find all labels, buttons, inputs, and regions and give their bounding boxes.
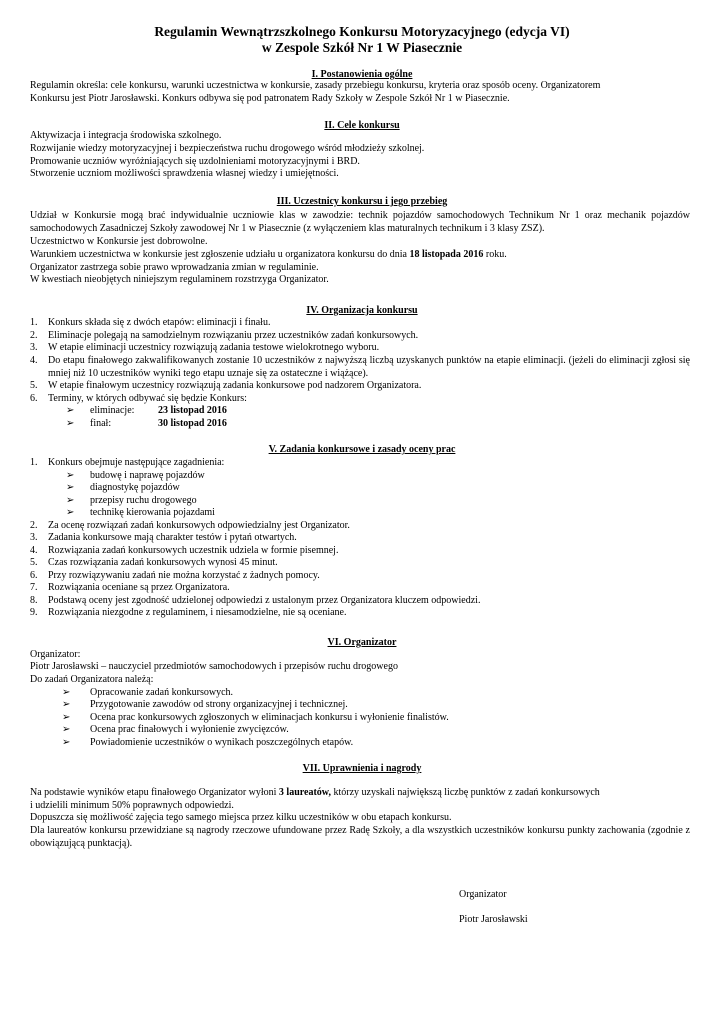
- arrow-bullet-icon: ➢: [62, 699, 71, 710]
- arrow-bullet-icon: ➢: [66, 418, 75, 429]
- section-heading-2: II. Cele konkursu: [324, 120, 400, 131]
- s7-para1-line2: i udzielili minimum 50% poprawnych odpowiedzi.: [30, 800, 234, 811]
- laureates-count: 3 laureatów,: [278, 787, 331, 798]
- term-label: finał:: [90, 418, 112, 429]
- duty-item: Ocena prac konkursowych zgłoszonych w eliminacjach konkursu i wyłonienie finalistów.: [90, 712, 449, 723]
- s7-para1-a: Na podstawie wyników etapu finałowego Organizator wyłoni: [30, 787, 277, 798]
- list-item: Zadania konkursowe mają charakter testów i pytań otwartych.: [48, 532, 297, 543]
- arrow-bullet-icon: ➢: [62, 724, 71, 735]
- list-number: 9.: [30, 607, 38, 618]
- duty-item: Przygotowanie zawodów od strony organizacyjnej i technicznej.: [90, 699, 348, 710]
- duty-item: Opracowanie zadań konkursowych.: [90, 687, 234, 698]
- signature-name: Piotr Jarosławski: [459, 914, 528, 925]
- s3-para3-b: roku.: [485, 249, 507, 260]
- s7-para3: Dla laureatów konkursu przewidziane są nagrody rzeczowe ufundowane przez Radę Szkoły, a dla wszystkich uczestników konkursu punkty zachowania (zgodnie z obowiązującą punktacją).: [30, 825, 690, 849]
- arrow-bullet-icon: ➢: [62, 712, 71, 723]
- s3-para3: [30, 249, 690, 262]
- arrow-bullet-icon: ➢: [66, 495, 75, 506]
- list-number: 8.: [30, 595, 38, 606]
- list-number: 6.: [30, 570, 38, 581]
- section-heading-4: IV. Organizacja konkursu: [306, 305, 418, 316]
- section-heading-6: VI. Organizator: [327, 637, 397, 648]
- topic-item: diagnostykę pojazdów: [90, 482, 180, 493]
- s6-line1: Organizator:: [30, 649, 81, 660]
- list-number: 5.: [30, 557, 38, 568]
- list-number: 3.: [30, 532, 38, 543]
- list-number: 3.: [30, 342, 38, 353]
- s3-para5: W kwestiach nieobjętych niniejszym regulaminem rozstrzyga Organizator.: [30, 274, 329, 285]
- document-title-line2: w Zespole Szkół Nr 1 W Piasecznie: [261, 40, 463, 55]
- list-number: 5.: [30, 380, 38, 391]
- arrow-bullet-icon: ➢: [62, 737, 71, 748]
- s3-para4: Organizator zastrzega sobie prawo wprowadzania zmian w regulaminie.: [30, 262, 319, 273]
- topic-item: budowę i naprawę pojazdów: [90, 470, 205, 481]
- list-number: 7.: [30, 582, 38, 593]
- s1-line2: Konkursu jest Piotr Jarosławski. Konkurs odbywa się pod patronatem Rady Szkoły w Zespole Szkół Nr 1 w Piasecznie.: [30, 93, 510, 104]
- document-title-line1: Regulamin Wewnątrzszkolnego Konkursu Motoryzacyjnego (edycja VI): [154, 24, 570, 39]
- s3-para2: Uczestnictwo w Konkursie jest dobrowolne.: [30, 236, 208, 247]
- s2-line: Aktywizacja i integracja środowiska szkolnego.: [30, 130, 222, 141]
- topic-item: przepisy ruchu drogowego: [90, 495, 197, 506]
- list-item: Konkurs obejmuje następujące zagadnienia:: [48, 457, 225, 468]
- list-item: Za ocenę rozwiązań zadań konkursowych odpowiedzialny jest Organizator.: [48, 520, 350, 531]
- arrow-bullet-icon: ➢: [66, 405, 75, 416]
- list-number: 2.: [30, 330, 38, 341]
- term-date: 23 listopad 2016: [158, 405, 227, 416]
- list-item: Rozwiązania zadań konkursowych uczestnik udziela w formie pisemnej.: [48, 545, 339, 556]
- list-number: 2.: [30, 520, 38, 531]
- s6-line2: Piotr Jarosławski – nauczyciel przedmiotów samochodowych i przepisów ruchu drogowego: [30, 661, 398, 672]
- s1-line1: Regulamin określa: cele konkursu, warunki uczestnictwa w konkursie, zasady przebiegu konkursu, kryteria oraz sposób oceny. Organizatorem: [30, 80, 601, 91]
- topic-item: technikę kierowania pojazdami: [90, 507, 215, 518]
- s7-para1: [30, 787, 700, 800]
- list-item: Rozwiązania niezgodne z regulaminem, i niesamodzielne, nie są oceniane.: [48, 607, 347, 618]
- duty-item: Ocena prac finałowych i wyłonienie zwycięzców.: [90, 724, 289, 735]
- list-number: 6.: [30, 393, 38, 404]
- term-date: 30 listopad 2016: [158, 418, 227, 429]
- duty-item: Powiadomienie uczestników o wynikach poszczególnych etapów.: [90, 737, 354, 748]
- s3-para3-a: Warunkiem uczestnictwa w konkursie jest zgłoszenie udziału u organizatora konkursu do dnia: [30, 249, 407, 260]
- arrow-bullet-icon: ➢: [66, 482, 75, 493]
- s2-line: Rozwijanie wiedzy motoryzacyjnej i bezpieczeństwa ruchu drogowego wśród młodzieży szkolnej.: [30, 143, 425, 154]
- list-item: Konkurs składa się z dwóch etapów: eliminacji i finału.: [48, 317, 271, 328]
- list-number: 1.: [30, 457, 38, 468]
- arrow-bullet-icon: ➢: [62, 687, 71, 698]
- s7-para1-b: którzy uzyskali największą liczbę punktów z zadań konkursowych: [333, 787, 600, 798]
- section-heading-3: III. Uczestnicy konkursu i jego przebieg: [276, 196, 448, 207]
- list-item: Do etapu finałowego zakwalifikowanych zostanie 10 uczestników z najwyższą liczbą uzyskanych punktów na etapie eliminacji. (jeżeli do eliminacji zgłosi się mniej niż 10 uczestników wyniki tego etapu uznaje się za ostateczne i wiążące).: [48, 355, 690, 379]
- list-item: Podstawą oceny jest zgodność udzielonej odpowiedzi z ustalonym przez Organizatora kluczem odpowiedzi.: [48, 595, 481, 606]
- term-label: eliminacje:: [90, 405, 135, 416]
- list-item: W etapie eliminacji uczestnicy rozwiązują zadania testowe wielokrotnego wyboru.: [48, 342, 380, 353]
- arrow-bullet-icon: ➢: [66, 507, 75, 518]
- list-number: 1.: [30, 317, 38, 328]
- list-item: Eliminacje polegają na samodzielnym rozwiązaniu przez uczestników zadań konkursowych.: [48, 330, 419, 341]
- signature-role: Organizator: [459, 889, 507, 900]
- section-heading-5: V. Zadania konkursowe i zasady oceny prac: [268, 444, 456, 455]
- section-heading-7: VII. Uprawnienia i nagrody: [302, 763, 422, 774]
- list-item: W etapie finałowym uczestnicy rozwiązują zadania konkursowe pod nadzorem Organizatora.: [48, 380, 422, 391]
- list-item: Rozwiązania oceniane są przez Organizatora.: [48, 582, 230, 593]
- s7-para2: Dopuszcza się możliwość zajęcia tego samego miejsca przez kilku uczestników w obu etapach konkursu.: [30, 812, 452, 823]
- section-heading-1: I. Postanowienia ogólne: [311, 69, 413, 80]
- s3-para1: Udział w Konkursie mogą brać indywidualnie uczniowie klas w zawodzie: technik pojazdów samochodowych Technikum Nr 1 oraz mechanik pojazdów samochodowych Zasadniczej Szkoły zawodowej Nr 1 w Piasecznie (z wyłączeniem klas maturalnych technikum i 3 klasy ZSZ).: [30, 210, 690, 234]
- s2-line: Promowanie uczniów wyróżniających się uzdolnieniami motoryzacyjnymi i BRD.: [30, 156, 360, 167]
- list-item: Czas rozwiązania zadań konkursowych wynosi 45 minut.: [48, 557, 278, 568]
- registration-deadline: 18 listopada 2016: [409, 249, 484, 260]
- list-number: 4.: [30, 545, 38, 556]
- list-number: 4.: [30, 355, 38, 366]
- s2-line: Stworzenie uczniom możliwości sprawdzenia własnej wiedzy i umiejętności.: [30, 168, 339, 179]
- list-item: Przy rozwiązywaniu zadań nie można korzystać z żadnych pomocy.: [48, 570, 320, 581]
- list-item: Terminy, w których odbywać się będzie Konkurs:: [48, 393, 247, 404]
- arrow-bullet-icon: ➢: [66, 470, 75, 481]
- s6-line3: Do zadań Organizatora należą:: [30, 674, 154, 685]
